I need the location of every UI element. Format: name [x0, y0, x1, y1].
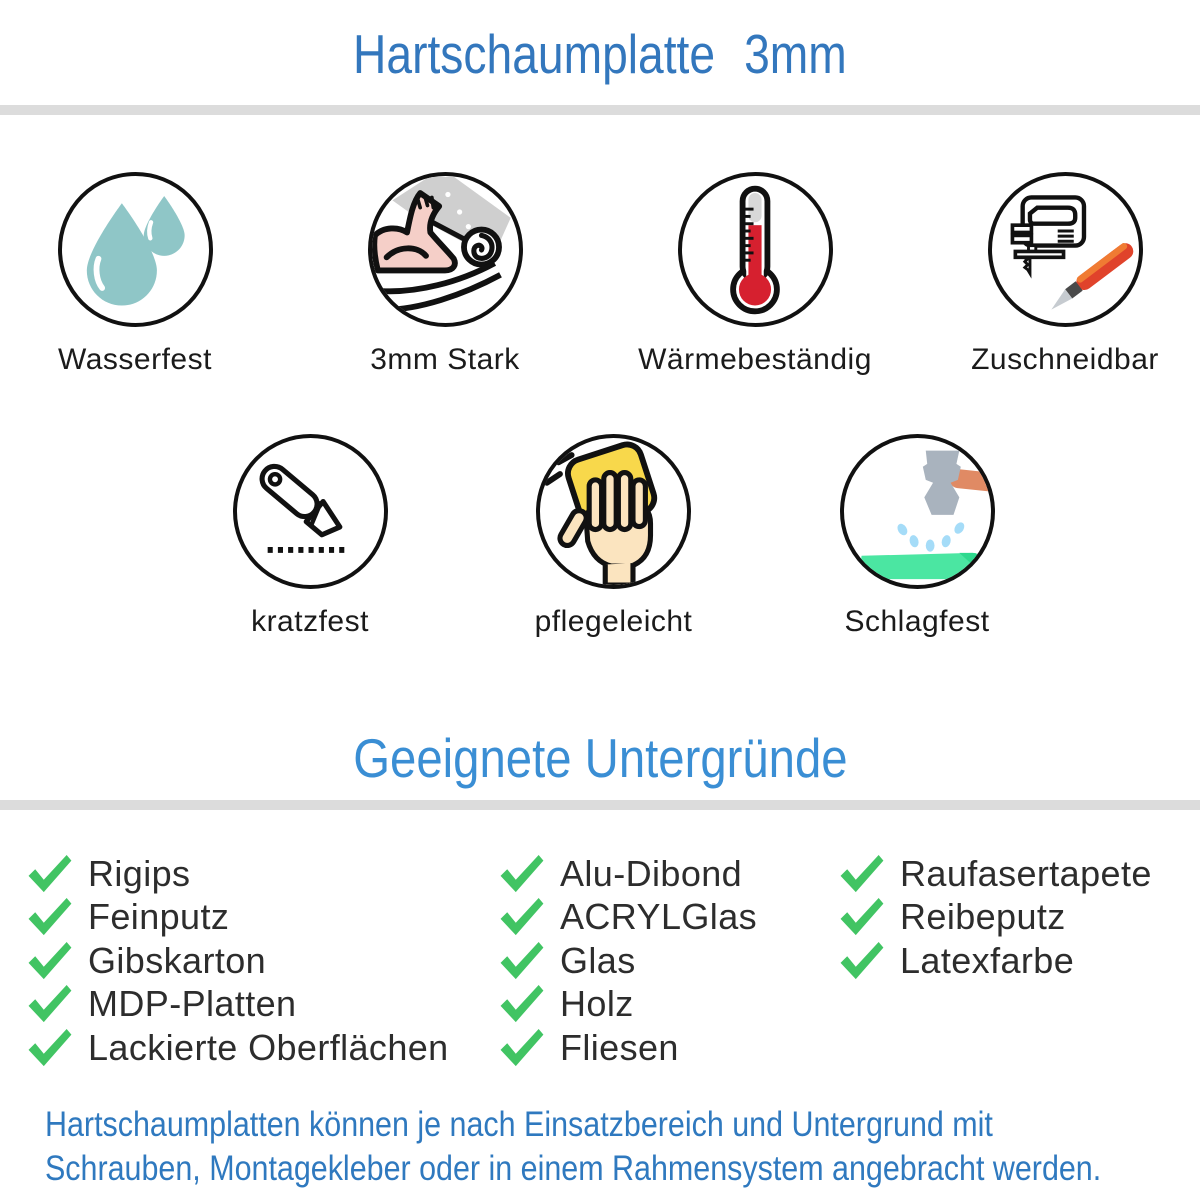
check-icon	[497, 941, 546, 981]
list-item-label: Glas	[560, 939, 636, 981]
list-item	[837, 896, 1200, 940]
list-item-label: Latexfarbe	[900, 939, 1075, 981]
page-title	[0, 0, 1200, 85]
substrates-column-2	[497, 852, 837, 1070]
substrates-heading-text: Geeignete Untergründe	[352, 727, 848, 789]
check-icon	[25, 1028, 74, 1068]
circle-badge	[368, 172, 523, 327]
page-title-text: Hartschaumplatte 3mm	[353, 23, 847, 85]
water-drops-icon	[62, 177, 208, 323]
feature-kratzfest	[180, 434, 440, 639]
divider	[0, 800, 1200, 810]
list-item-label: Reibeputz	[900, 896, 1066, 938]
substrates-list	[0, 852, 1200, 1070]
features-row-1	[5, 172, 1195, 377]
footer-line-1: Hartschaumplatten können je nach Einsatzbereich und Untergrund mit	[45, 1104, 993, 1144]
check-icon	[837, 897, 886, 937]
feature-waermebestaendig	[625, 172, 885, 377]
check-icon	[25, 854, 74, 894]
circle-badge	[840, 434, 995, 589]
utility-knife-icon	[237, 439, 383, 585]
circle-badge	[536, 434, 691, 589]
list-item	[25, 896, 497, 940]
list-item	[497, 852, 837, 896]
list-item	[25, 852, 497, 896]
feature-3mm-stark	[315, 172, 575, 377]
feature-label: 3mm Stark	[370, 343, 520, 376]
list-item-label: Raufasertapete	[900, 852, 1152, 894]
thermometer-icon	[682, 177, 828, 323]
list-item-label: ACRYLGlas	[560, 896, 758, 938]
list-item-label: Lackierte Oberflächen	[88, 1026, 449, 1068]
hammer-impact-icon	[844, 439, 990, 585]
feature-label: Schlagfest	[844, 605, 990, 638]
check-icon	[25, 941, 74, 981]
feature-label: Wasserfest	[58, 343, 212, 376]
list-item-label: Feinputz	[88, 896, 230, 938]
list-item-label: Gibskarton	[88, 939, 267, 981]
feature-label: kratzfest	[251, 605, 369, 638]
list-item	[497, 1026, 837, 1070]
footer-note	[0, 1103, 1200, 1191]
list-item-label: MDP-Platten	[88, 983, 297, 1025]
substrates-column-3	[837, 852, 1200, 1070]
list-item	[497, 939, 837, 983]
check-icon	[497, 854, 546, 894]
features-row-2	[180, 434, 1047, 639]
circle-badge	[233, 434, 388, 589]
list-item-label: Rigips	[88, 852, 191, 894]
list-item	[837, 939, 1200, 983]
feature-label: Wärmebeständig	[638, 343, 872, 376]
check-icon	[25, 897, 74, 937]
flexed-arm-plate-icon	[372, 177, 518, 323]
substrates-heading	[0, 727, 1200, 789]
feature-wasserfest	[5, 172, 265, 377]
circle-badge	[988, 172, 1143, 327]
list-item-label: Fliesen	[560, 1026, 679, 1068]
feature-pflegeleicht	[484, 434, 744, 639]
feature-schlagfest	[787, 434, 1047, 639]
jigsaw-cutter-icon	[992, 177, 1138, 323]
check-icon	[837, 854, 886, 894]
feature-label: Zuschneidbar	[971, 343, 1159, 376]
feature-label: pflegeleicht	[534, 605, 693, 638]
list-item	[25, 983, 497, 1027]
circle-badge	[58, 172, 213, 327]
check-icon	[497, 1028, 546, 1068]
list-item-label: Alu-Dibond	[560, 852, 743, 894]
hand-sponge-icon	[541, 439, 687, 585]
list-item	[497, 983, 837, 1027]
check-icon	[497, 897, 546, 937]
list-item	[497, 896, 837, 940]
footer-line-2: Schrauben, Montagekleber oder in einem Rahmensystem angebracht werden.	[45, 1148, 1102, 1188]
check-icon	[25, 984, 74, 1024]
check-icon	[497, 984, 546, 1024]
substrates-column-1	[25, 852, 497, 1070]
divider	[0, 105, 1200, 115]
check-icon	[837, 941, 886, 981]
list-item	[25, 939, 497, 983]
circle-badge	[678, 172, 833, 327]
feature-zuschneidbar	[935, 172, 1195, 377]
list-item-label: Holz	[560, 983, 634, 1025]
list-item	[25, 1026, 497, 1070]
list-item	[837, 852, 1200, 896]
